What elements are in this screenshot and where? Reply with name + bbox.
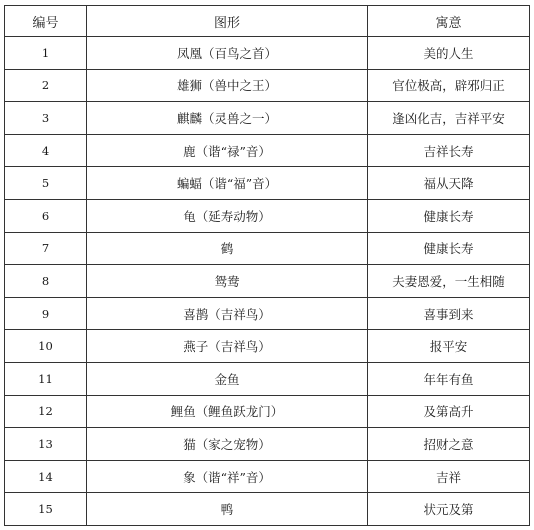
table-row <box>5 69 530 102</box>
row-figure: 鲤鱼（鲤鱼跃龙门） <box>87 395 368 428</box>
row-meaning: 美的人生 <box>368 37 530 70</box>
row-figure: 鸳鸯 <box>87 265 368 298</box>
row-meaning: 夫妻恩爱，一生相随 <box>368 265 530 298</box>
row-figure: 龟（延寿动物） <box>87 199 368 232</box>
table-row <box>5 428 530 461</box>
row-meaning: 及第高升 <box>368 395 530 428</box>
row-number: 9 <box>5 297 87 330</box>
table-row <box>5 460 530 493</box>
row-number: 7 <box>5 232 87 265</box>
row-figure: 蝙蝠（谐“福”音） <box>87 167 368 200</box>
table-row <box>5 102 530 135</box>
table-row <box>5 493 530 526</box>
row-meaning: 健康长寿 <box>368 199 530 232</box>
row-meaning: 官位极高，辟邪归正 <box>368 69 530 102</box>
table-row <box>5 362 530 395</box>
table-row <box>5 134 530 167</box>
row-figure: 燕子（吉祥鸟） <box>87 330 368 363</box>
row-meaning: 状元及第 <box>368 493 530 526</box>
row-meaning: 福从天降 <box>368 167 530 200</box>
row-figure: 象（谐“祥”音） <box>87 460 368 493</box>
row-number: 15 <box>5 493 87 526</box>
table-row <box>5 199 530 232</box>
row-figure: 鸭 <box>87 493 368 526</box>
row-figure: 雄狮（兽中之王） <box>87 69 368 102</box>
row-figure: 凤凰（百鸟之首） <box>87 37 368 70</box>
row-number: 12 <box>5 395 87 428</box>
row-meaning: 健康长寿 <box>368 232 530 265</box>
row-number: 8 <box>5 265 87 298</box>
row-number: 13 <box>5 428 87 461</box>
table-row <box>5 232 530 265</box>
table-row <box>5 395 530 428</box>
row-meaning: 喜事到来 <box>368 297 530 330</box>
row-number: 2 <box>5 69 87 102</box>
table-row <box>5 167 530 200</box>
row-number: 5 <box>5 167 87 200</box>
row-number: 10 <box>5 330 87 363</box>
symbolism-table-container <box>4 5 529 526</box>
row-figure: 麒麟（灵兽之一） <box>87 102 368 135</box>
row-number: 11 <box>5 362 87 395</box>
row-number: 14 <box>5 460 87 493</box>
row-number: 1 <box>5 37 87 70</box>
table-row <box>5 37 530 70</box>
row-meaning: 吉祥长寿 <box>368 134 530 167</box>
table-row <box>5 265 530 298</box>
row-figure: 鹿（谐“禄”音） <box>87 134 368 167</box>
row-meaning: 招财之意 <box>368 428 530 461</box>
table-row <box>5 297 530 330</box>
table-row <box>5 330 530 363</box>
header-figure: 图形 <box>87 6 368 37</box>
row-meaning: 年年有鱼 <box>368 362 530 395</box>
row-meaning: 吉祥 <box>368 460 530 493</box>
row-meaning: 报平安 <box>368 330 530 363</box>
row-number: 3 <box>5 102 87 135</box>
row-figure: 金鱼 <box>87 362 368 395</box>
header-number: 编号 <box>5 6 87 37</box>
row-number: 6 <box>5 199 87 232</box>
row-number: 4 <box>5 134 87 167</box>
row-figure: 喜鹊（吉祥鸟） <box>87 297 368 330</box>
header-meaning: 寓意 <box>368 6 530 37</box>
row-figure: 鹤 <box>87 232 368 265</box>
table-header-row <box>5 6 530 37</box>
row-meaning: 逢凶化吉，吉祥平安 <box>368 102 530 135</box>
symbolism-table <box>4 5 530 526</box>
row-figure: 猫（家之宠物） <box>87 428 368 461</box>
